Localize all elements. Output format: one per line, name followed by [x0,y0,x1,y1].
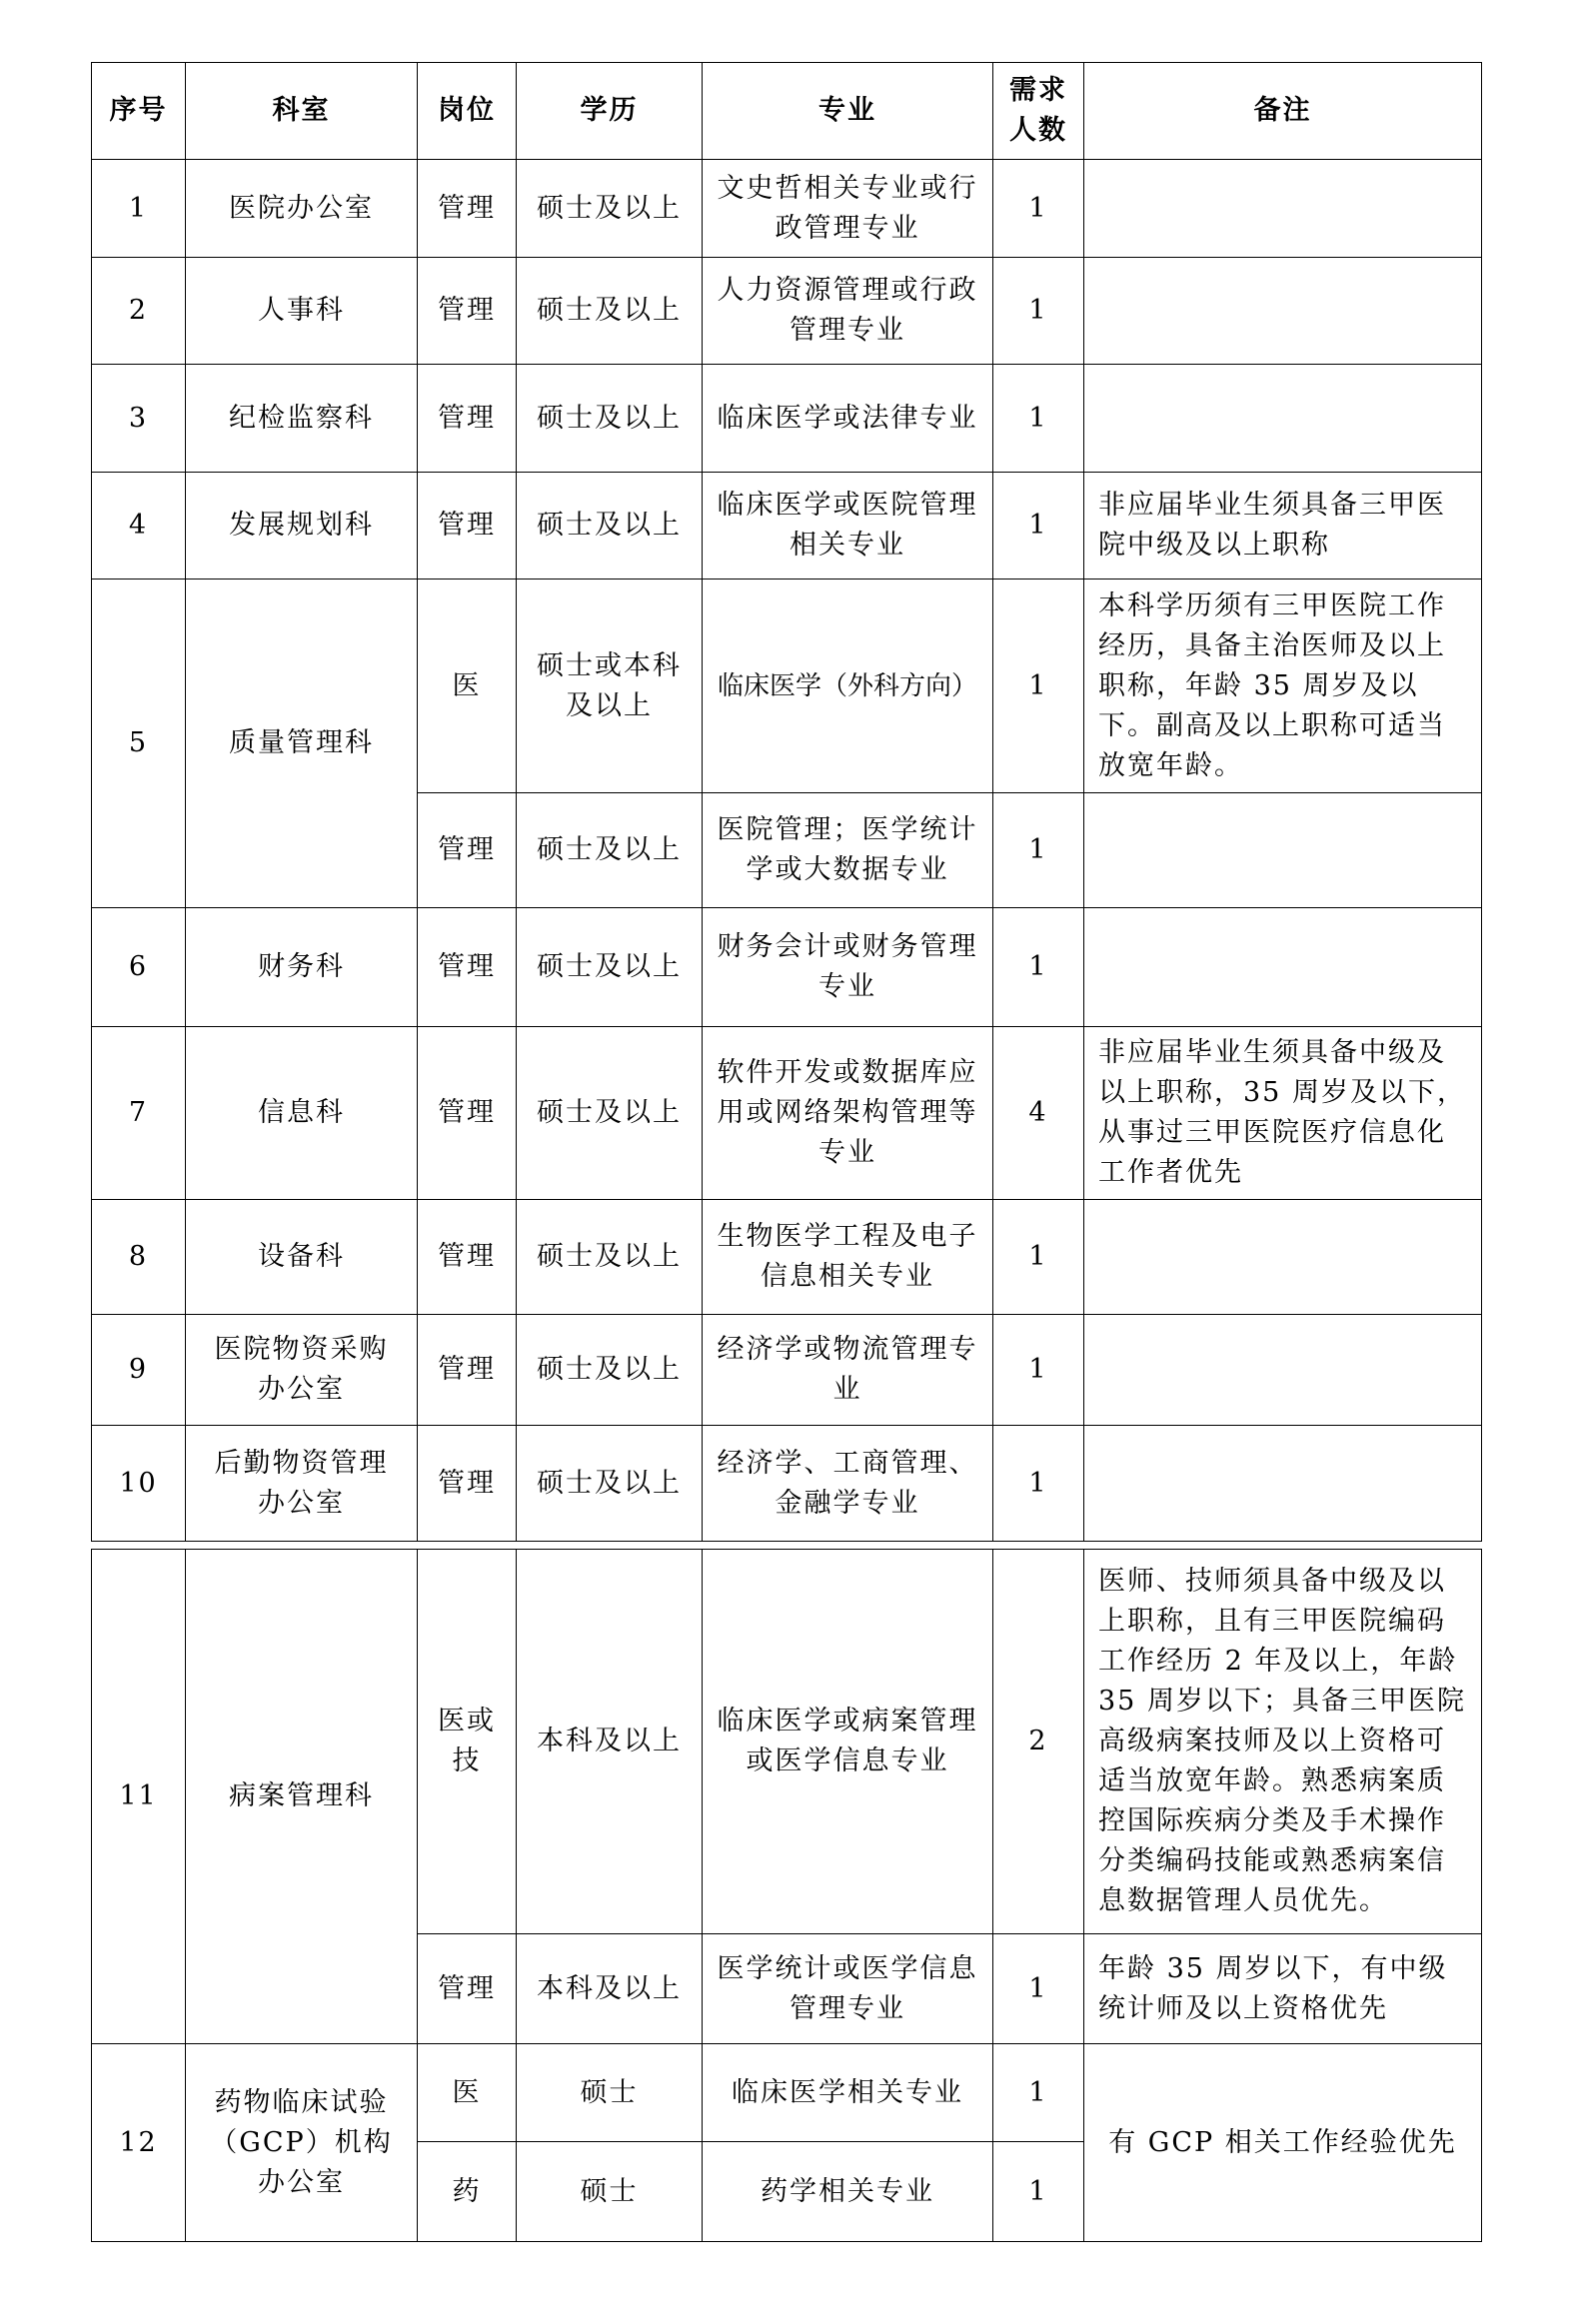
major-cell: 经济学或物流管理专业 [703,1315,993,1426]
education-cell: 硕士及以上 [517,793,703,908]
major-cell: 财务会计或财务管理专业 [703,908,993,1027]
table-row [92,1200,1482,1315]
header-remark: 备注 [1084,63,1482,160]
education-cell: 硕士或本科及以上 [517,580,703,793]
remark-cell: 非应届毕业生须具备三甲医院中级及以上职称 [1084,473,1482,580]
count-cell: 1 [993,258,1084,365]
post-cell: 管理 [418,1027,517,1200]
dept-cell: 质量管理科 [186,580,418,908]
header-education: 学历 [517,63,703,160]
table-row [92,1027,1482,1200]
post-cell: 管理 [418,1934,517,2044]
dept-cell: 设备科 [186,1200,418,1315]
major-cell: 临床医学（外科方向） [703,580,993,793]
header-dept: 科室 [186,63,418,160]
count-cell: 1 [993,473,1084,580]
remark-cell [1084,160,1482,258]
post-cell: 医或技 [418,1550,517,1934]
count-cell: 4 [993,1027,1084,1200]
table-row [92,1550,1482,1934]
education-cell: 本科及以上 [517,1934,703,2044]
major-cell: 经济学、工商管理、金融学专业 [703,1426,993,1542]
dept-cell: 病案管理科 [186,1550,418,2044]
education-cell: 硕士及以上 [517,1200,703,1315]
major-cell: 药学相关专业 [703,2142,993,2242]
education-cell: 硕士及以上 [517,1426,703,1542]
remark-cell: 本科学历须有三甲医院工作经历，具备主治医师及以上职称，年龄 35 周岁及以下。副高及以上职称可适当放宽年龄。 [1084,580,1482,793]
seq-cell: 5 [92,580,186,908]
seq-cell: 11 [92,1550,186,2044]
remark-cell: 医师、技师须具备中级及以上职称，且有三甲医院编码工作经历 2 年及以上，年龄 35 周岁以下；具备三甲医院高级病案技师及以上资格可适当放宽年龄。熟悉病案质控国际疾病分类及手术操作分类编码技能或熟悉病案信息数据管理人员优先。 [1084,1550,1482,1934]
count-cell: 1 [993,1200,1084,1315]
education-cell: 本科及以上 [517,1550,703,1934]
count-cell: 2 [993,1550,1084,1934]
table-body [92,1550,1482,2242]
header-post: 岗位 [418,63,517,160]
seq-cell: 1 [92,160,186,258]
table-row [92,1426,1482,1542]
dept-cell: 财务科 [186,908,418,1027]
seq-cell: 6 [92,908,186,1027]
education-cell: 硕士 [517,2142,703,2242]
post-cell: 管理 [418,1200,517,1315]
header-count: 需求人数 [993,63,1084,160]
education-cell: 硕士及以上 [517,1027,703,1200]
post-cell: 管理 [418,1315,517,1426]
education-cell: 硕士及以上 [517,1315,703,1426]
table-header-row [92,63,1482,160]
table-row [92,1315,1482,1426]
post-cell: 管理 [418,160,517,258]
table-row [92,258,1482,365]
post-cell: 医 [418,580,517,793]
post-cell: 管理 [418,258,517,365]
dept-cell: 人事科 [186,258,418,365]
table-header [92,63,1482,160]
dept-cell: 医院办公室 [186,160,418,258]
table-body [92,160,1482,1542]
major-cell: 人力资源管理或行政管理专业 [703,258,993,365]
seq-cell: 9 [92,1315,186,1426]
recruitment-table-part-2 [91,1549,1482,2242]
major-cell: 临床医学或法律专业 [703,365,993,473]
count-cell: 1 [993,160,1084,258]
education-cell: 硕士及以上 [517,473,703,580]
major-cell: 生物医学工程及电子信息相关专业 [703,1200,993,1315]
count-cell: 1 [993,580,1084,793]
major-cell: 医院管理；医学统计学或大数据专业 [703,793,993,908]
remark-cell: 年龄 35 周岁以下，有中级统计师及以上资格优先 [1084,1934,1482,2044]
table-row [92,908,1482,1027]
count-cell: 1 [993,2142,1084,2242]
education-cell: 硕士及以上 [517,365,703,473]
remark-cell [1084,365,1482,473]
major-cell: 临床医学或病案管理或医学信息专业 [703,1550,993,1934]
remark-cell: 非应届毕业生须具备中级及以上职称，35 周岁及以下，从事过三甲医院医疗信息化工作者优先 [1084,1027,1482,1200]
seq-cell: 3 [92,365,186,473]
dept-cell: 信息科 [186,1027,418,1200]
header-major: 专业 [703,63,993,160]
major-cell: 临床医学相关专业 [703,2044,993,2142]
post-cell: 管理 [418,1426,517,1542]
count-cell: 1 [993,1934,1084,2044]
remark-cell: 有 GCP 相关工作经验优先 [1084,2044,1482,2242]
count-cell: 1 [993,793,1084,908]
table-row [92,365,1482,473]
count-cell: 1 [993,1426,1084,1542]
dept-cell: 药物临床试验（GCP）机构办公室 [186,2044,418,2242]
major-cell: 医学统计或医学信息管理专业 [703,1934,993,2044]
table-row [92,580,1482,793]
post-cell: 管理 [418,793,517,908]
major-cell: 临床医学或医院管理相关专业 [703,473,993,580]
post-cell: 管理 [418,908,517,1027]
remark-cell [1084,1426,1482,1542]
remark-cell [1084,258,1482,365]
major-cell: 文史哲相关专业或行政管理专业 [703,160,993,258]
remark-cell [1084,793,1482,908]
education-cell: 硕士及以上 [517,258,703,365]
table-row [92,2044,1482,2142]
dept-cell: 发展规划科 [186,473,418,580]
count-cell: 1 [993,2044,1084,2142]
post-cell: 药 [418,2142,517,2242]
dept-cell: 纪检监察科 [186,365,418,473]
seq-cell: 10 [92,1426,186,1542]
seq-cell: 12 [92,2044,186,2242]
major-cell: 软件开发或数据库应用或网络架构管理等专业 [703,1027,993,1200]
table-row [92,160,1482,258]
seq-cell: 4 [92,473,186,580]
remark-cell [1084,908,1482,1027]
count-cell: 1 [993,1315,1084,1426]
post-cell: 管理 [418,473,517,580]
education-cell: 硕士及以上 [517,908,703,1027]
recruitment-table-part-1 [91,62,1482,1542]
post-cell: 管理 [418,365,517,473]
education-cell: 硕士 [517,2044,703,2142]
count-cell: 1 [993,365,1084,473]
dept-cell: 后勤物资管理办公室 [186,1426,418,1542]
remark-cell [1084,1315,1482,1426]
count-cell: 1 [993,908,1084,1027]
table-row [92,473,1482,580]
dept-cell: 医院物资采购办公室 [186,1315,418,1426]
header-seq: 序号 [92,63,186,160]
remark-cell [1084,1200,1482,1315]
seq-cell: 8 [92,1200,186,1315]
seq-cell: 2 [92,258,186,365]
post-cell: 医 [418,2044,517,2142]
seq-cell: 7 [92,1027,186,1200]
education-cell: 硕士及以上 [517,160,703,258]
